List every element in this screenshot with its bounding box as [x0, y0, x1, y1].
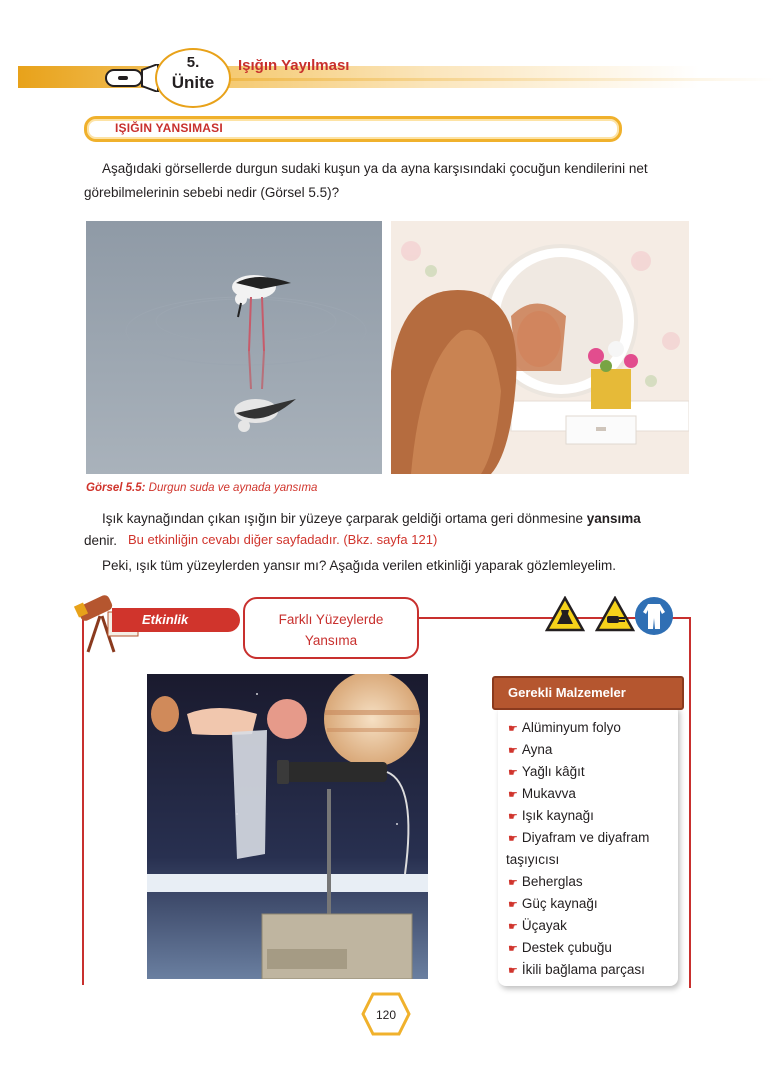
- list-item: [508, 808, 594, 823]
- question-line: Peki, ışık tüm yüzeylerden yansır mı? Aşağıda verilen etkinliği yaparak gözlemleyelim.: [102, 558, 616, 573]
- section-title-box: [84, 116, 622, 142]
- material-label: Diyafram ve diyafram: [521, 830, 650, 845]
- header-underline: [225, 78, 775, 81]
- material-label: taşıyıcısı: [506, 852, 560, 867]
- answer-note: Bu etkinliğin cevabı diğer sayfadadır. (Bkz. sayfa 121): [128, 532, 438, 547]
- list-item: [508, 918, 567, 933]
- pointing-hand-icon: ☛: [508, 921, 518, 933]
- list-item-continuation: [506, 852, 559, 867]
- activity-title-line-2: Yansıma: [304, 633, 358, 648]
- material-label: Güç kaynağı: [521, 896, 598, 911]
- intro-line-2: görebilmelerinin sebebi nedir (Görsel 5.5)?: [84, 185, 340, 200]
- unit-number: 5.: [186, 54, 200, 71]
- material-label: Alüminyum folyo: [521, 720, 621, 735]
- list-item: [508, 940, 612, 955]
- unit-label: Ünite: [171, 73, 215, 92]
- material-label: Yağlı kâğıt: [521, 764, 585, 779]
- activity-title-box: [243, 597, 419, 659]
- pointing-hand-icon: ☛: [508, 965, 518, 977]
- section-title: IŞIĞIN YANSIMASI: [115, 121, 223, 135]
- pointing-hand-icon: ☛: [508, 789, 518, 801]
- pointing-hand-icon: ☛: [508, 877, 518, 889]
- list-item: [508, 874, 583, 889]
- caption-label: Görsel 5.5:: [86, 482, 146, 494]
- activity-title: [245, 609, 417, 651]
- material-label: Işık kaynağı: [521, 808, 594, 823]
- pointing-hand-icon: ☛: [508, 833, 518, 845]
- list-item: [508, 896, 598, 911]
- activity-right-border: [689, 618, 691, 988]
- definition-line-1: [102, 508, 641, 530]
- definition-text: Işık kaynağından çıkan ışığın bir yüzeye çarparak geldiği ortama geri dönmesine: [102, 511, 584, 526]
- material-label: İkili bağlama parçası: [521, 962, 645, 977]
- flashlight-icon: [104, 64, 162, 92]
- activity-title-line-1: Farklı Yüzeylerde: [278, 612, 384, 627]
- definition-line-2: [84, 530, 117, 552]
- experiment-setup-photo: [147, 674, 428, 979]
- material-label: Destek çubuğu: [521, 940, 612, 955]
- list-item: [508, 786, 576, 801]
- unit-badge: [155, 48, 231, 108]
- definition-end: denir.: [84, 533, 118, 548]
- material-label: Mukavva: [521, 786, 576, 801]
- unit-title: Işığın Yayılması: [238, 57, 350, 74]
- pointing-hand-icon: ☛: [508, 745, 518, 757]
- list-item: [508, 764, 585, 779]
- intro-line-1: Aşağıdaki görsellerde durgun sudaki kuşun ya da ayna karşısındaki çocuğun kendilerini net: [102, 161, 648, 176]
- caption-text: Durgun suda ve aynada yansıma: [148, 482, 318, 494]
- material-label: Üçayak: [521, 918, 567, 933]
- mirror-girl-photo: [391, 221, 689, 474]
- list-item: [508, 742, 552, 757]
- list-item: [508, 720, 621, 735]
- pointing-hand-icon: ☛: [508, 767, 518, 779]
- materials-title: Gerekli Malzemeler: [508, 685, 626, 700]
- lab-coat-icon: [634, 596, 674, 636]
- bird-reflection-photo: [86, 221, 382, 474]
- chemical-hazard-icon: [545, 596, 585, 632]
- definition-term: yansıma: [586, 511, 641, 526]
- page-number: 120: [375, 1008, 397, 1022]
- pointing-hand-icon: ☛: [508, 899, 518, 911]
- materials-header: [492, 676, 684, 710]
- activity-badge: [112, 608, 240, 632]
- electrical-hazard-icon: [595, 596, 635, 632]
- activity-badge-label: Etkinlik: [142, 612, 189, 627]
- figure-caption: [86, 482, 317, 494]
- pointing-hand-icon: ☛: [508, 943, 518, 955]
- material-label: Beherglas: [521, 874, 583, 889]
- list-item: [508, 830, 649, 845]
- pointing-hand-icon: ☛: [508, 723, 518, 735]
- material-label: Ayna: [521, 742, 553, 757]
- pointing-hand-icon: ☛: [508, 811, 518, 823]
- activity-left-border: [82, 615, 84, 985]
- materials-list-box: [498, 704, 678, 986]
- list-item: [508, 962, 645, 977]
